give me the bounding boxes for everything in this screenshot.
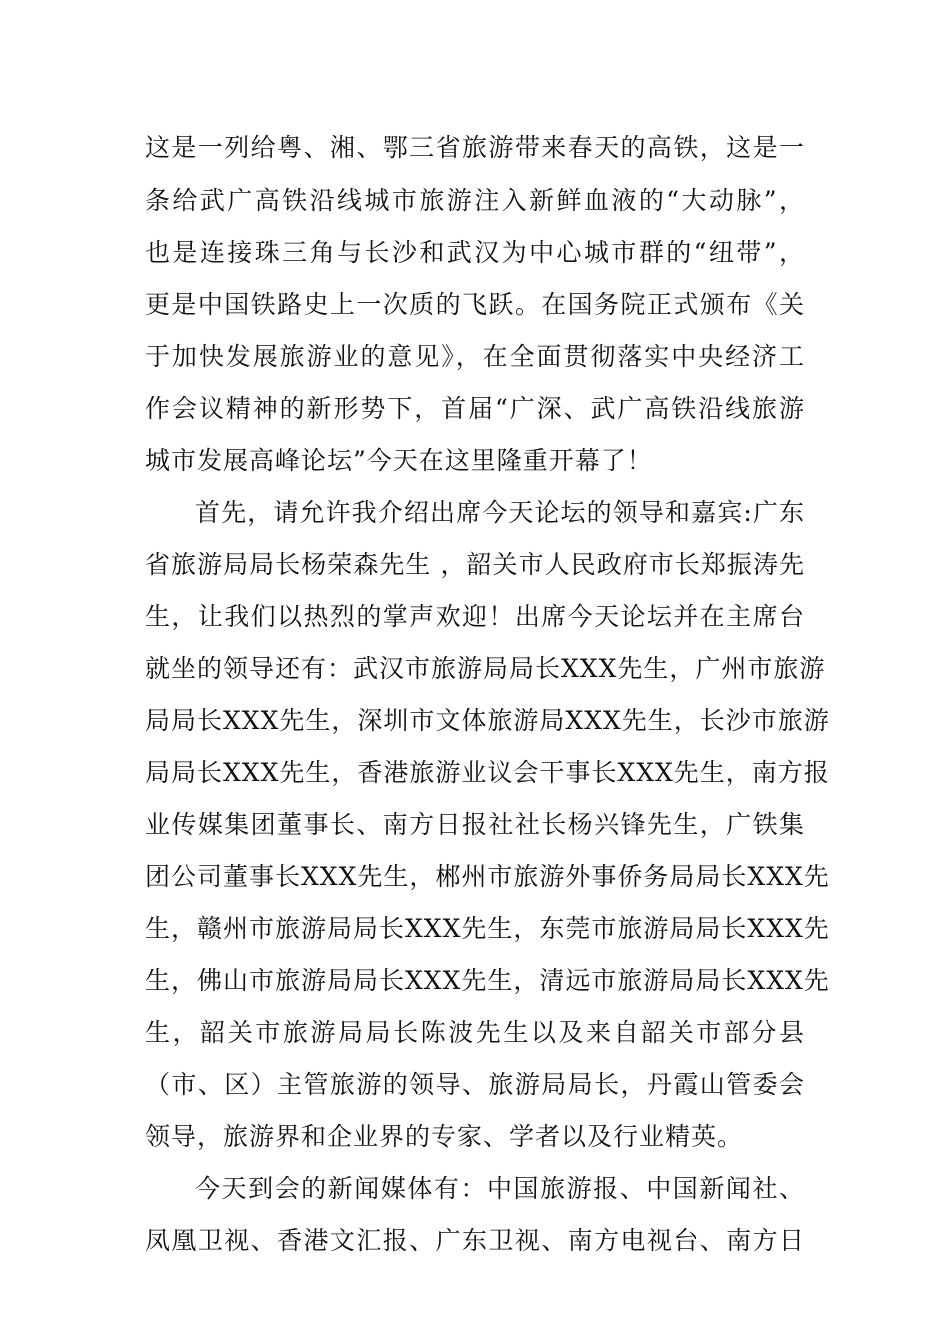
- paragraph-1-line-7: 城市发展高峰论坛”今天在这里隆重开幕了！: [145, 446, 653, 475]
- paragraph-2-line-10: 生，佛山市旅游局局长XXX先生，清远市旅游局局长XXX先: [145, 966, 830, 995]
- paragraph-2-line-4: 就坐的领导还有：武汉市旅游局局长XXX先生，广州市旅游: [145, 654, 826, 683]
- paragraph-1-line-5: 于加快发展旅游业的意见》，在全面贯彻落实中央经济工: [145, 342, 805, 371]
- paragraph-3-line-1: 今天到会的新闻媒体有：中国旅游报、中国新闻社、: [195, 1174, 805, 1203]
- paragraph-2-line-8: 团公司董事长XXX先生，郴州市旅游外事侨务局局长XXX先: [145, 862, 830, 891]
- paragraph-1-line-6: 作会议精神的新形势下，首届“广深、武广高铁沿线旅游: [145, 394, 805, 423]
- paragraph-1-line-3: 也是连接珠三角与长沙和武汉为中心城市群的“纽带”，: [145, 238, 805, 267]
- paragraph-2-line-1: 首先，请允许我介绍出席今天论坛的领导和嘉宾:广东: [195, 498, 805, 527]
- paragraph-2-line-5: 局局长XXX先生，深圳市文体旅游局XXX先生，长沙市旅游: [145, 706, 830, 735]
- paragraph-1-line-4: 更是中国铁路史上一次质的飞跃。在国务院正式颁布《关: [145, 290, 805, 319]
- paragraph-2-line-9: 生，赣州市旅游局局长XXX先生，东莞市旅游局局长XXX先: [145, 914, 830, 943]
- paragraph-2-line-12: （市、区）主管旅游的领导、旅游局局长，丹霞山管委会: [145, 1070, 805, 1099]
- paragraph-1-line-2: 条给武广高铁沿线城市旅游注入新鲜血液的“大动脉”，: [145, 186, 805, 215]
- paragraph-2-line-11: 生，韶关市旅游局局长陈波先生以及来自韶关市部分县: [145, 1018, 805, 1047]
- paragraph-2-line-7: 业传媒集团董事长、南方日报社社长杨兴锋先生，广铁集: [145, 810, 805, 839]
- paragraph-2-line-3: 生，让我们以热烈的掌声欢迎！出席今天论坛并在主席台: [145, 602, 805, 631]
- paragraph-2-line-2: 省旅游局局长杨荣森先生 ，韶关市人民政府市长郑振涛先: [145, 550, 805, 579]
- paragraph-2-line-13: 领导，旅游界和企业界的专家、学者以及行业精英。: [145, 1122, 744, 1151]
- paragraph-3-line-2: 凤凰卫视、香港文汇报、广东卫视、南方电视台、南方日: [145, 1226, 805, 1255]
- paragraph-2-line-6: 局局长XXX先生，香港旅游业议会干事长XXX先生，南方报: [145, 758, 830, 787]
- paragraph-1-line-1: 这是一列给粤、湘、鄂三省旅游带来春天的高铁，这是一: [145, 133, 805, 162]
